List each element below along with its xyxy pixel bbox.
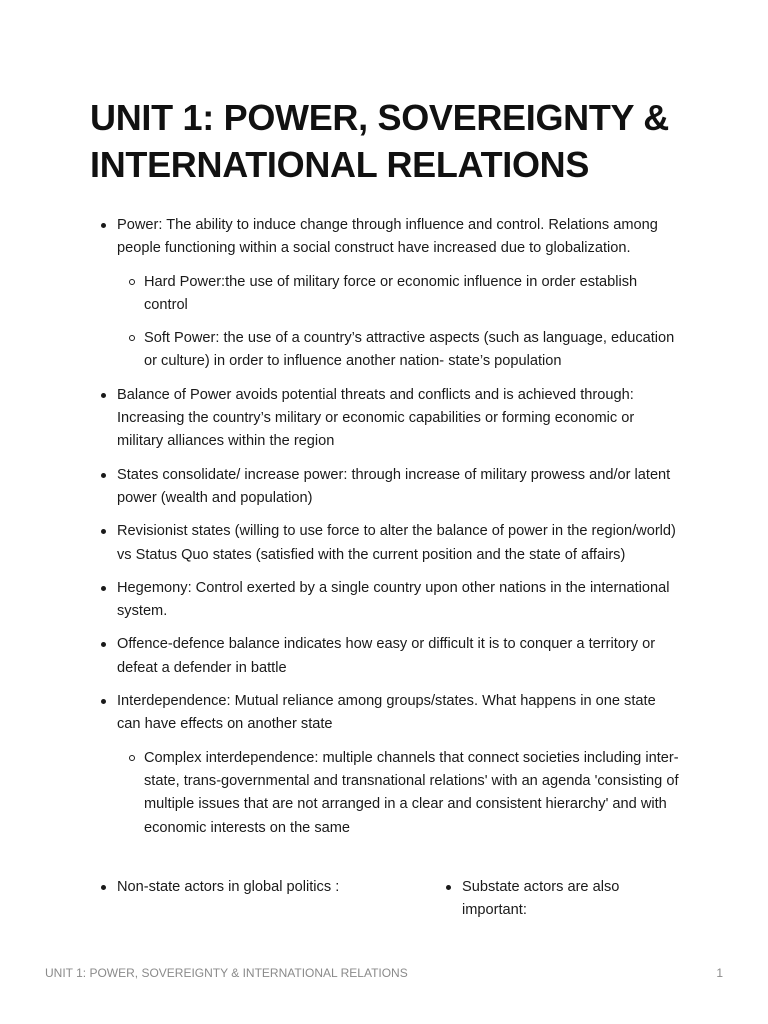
sub-list-item <box>117 271 680 318</box>
bullet-list <box>90 214 680 840</box>
list-item <box>90 384 680 454</box>
right-column-list <box>435 876 685 923</box>
list-item <box>90 876 410 899</box>
page-number: 1 <box>716 966 723 980</box>
bullet-text: Revisionist states (willing to use force to alter the balance of power in the region/world) vs Status Quo states (satisfied with the current position and the state of affairs) <box>117 523 676 563</box>
list-item <box>90 577 680 624</box>
sub-bullet-list <box>117 271 680 374</box>
bullet-text: Non-state actors in global politics : <box>117 879 340 895</box>
sub-bullet-list <box>117 747 680 840</box>
list-item <box>435 876 685 923</box>
sub-list-item <box>117 327 680 374</box>
list-item <box>90 690 680 840</box>
sub-bullet-text: Complex interdependence: multiple channels that connect societies including inter-state, trans-governmental and transnational relations' with an agenda 'consisting of multiple issues that are not arranged in a clear and consistent hierarchy' and with economic interests on the same <box>144 749 679 836</box>
list-item <box>90 464 680 511</box>
bullet-text: Power: The ability to induce change through influence and control. Relations among people functioning within a social construct have increased due to globalization. <box>117 217 658 257</box>
sub-bullet-text: Hard Power:the use of military force or economic influence in order establish control <box>144 273 638 313</box>
list-item <box>90 520 680 567</box>
bullet-text: States consolidate/ increase power: through increase of military prowess and/or latent power (wealth and population) <box>117 466 671 506</box>
bullet-text: Balance of Power avoids potential threats and conflicts and is achieved through: Increasing the country’s military or economic capabilities or forming economic or military alliances within the region <box>117 386 635 450</box>
list-item <box>90 214 680 374</box>
sub-bullet-text: Soft Power: the use of a country’s attractive aspects (such as language, education or culture) in order to influence another nation- state’s population <box>144 330 675 370</box>
bullet-text: Offence-defence balance indicates how easy or difficult it is to conquer a territory or defeat a defender in battle <box>117 636 656 676</box>
bullet-text: Hegemony: Control exerted by a single country upon other nations in the international system. <box>117 579 670 620</box>
right-column <box>435 876 685 933</box>
footer-title: UNIT 1: POWER, SOVEREIGNTY & INTERNATIONAL RELATIONS <box>45 966 408 980</box>
bullet-text: Interdependence: Mutual reliance among groups/states. What happens in one state can have effects on another state <box>117 693 656 733</box>
left-column-list <box>90 876 410 899</box>
left-column <box>90 876 410 909</box>
page-title: UNIT 1: POWER, SOVEREIGNTY & INTERNATIONAL RELATIONS <box>90 97 670 185</box>
main-content <box>90 214 680 850</box>
sub-list-item <box>117 747 680 840</box>
bullet-text: Substate actors are also important: <box>462 879 620 919</box>
list-item <box>90 633 680 680</box>
